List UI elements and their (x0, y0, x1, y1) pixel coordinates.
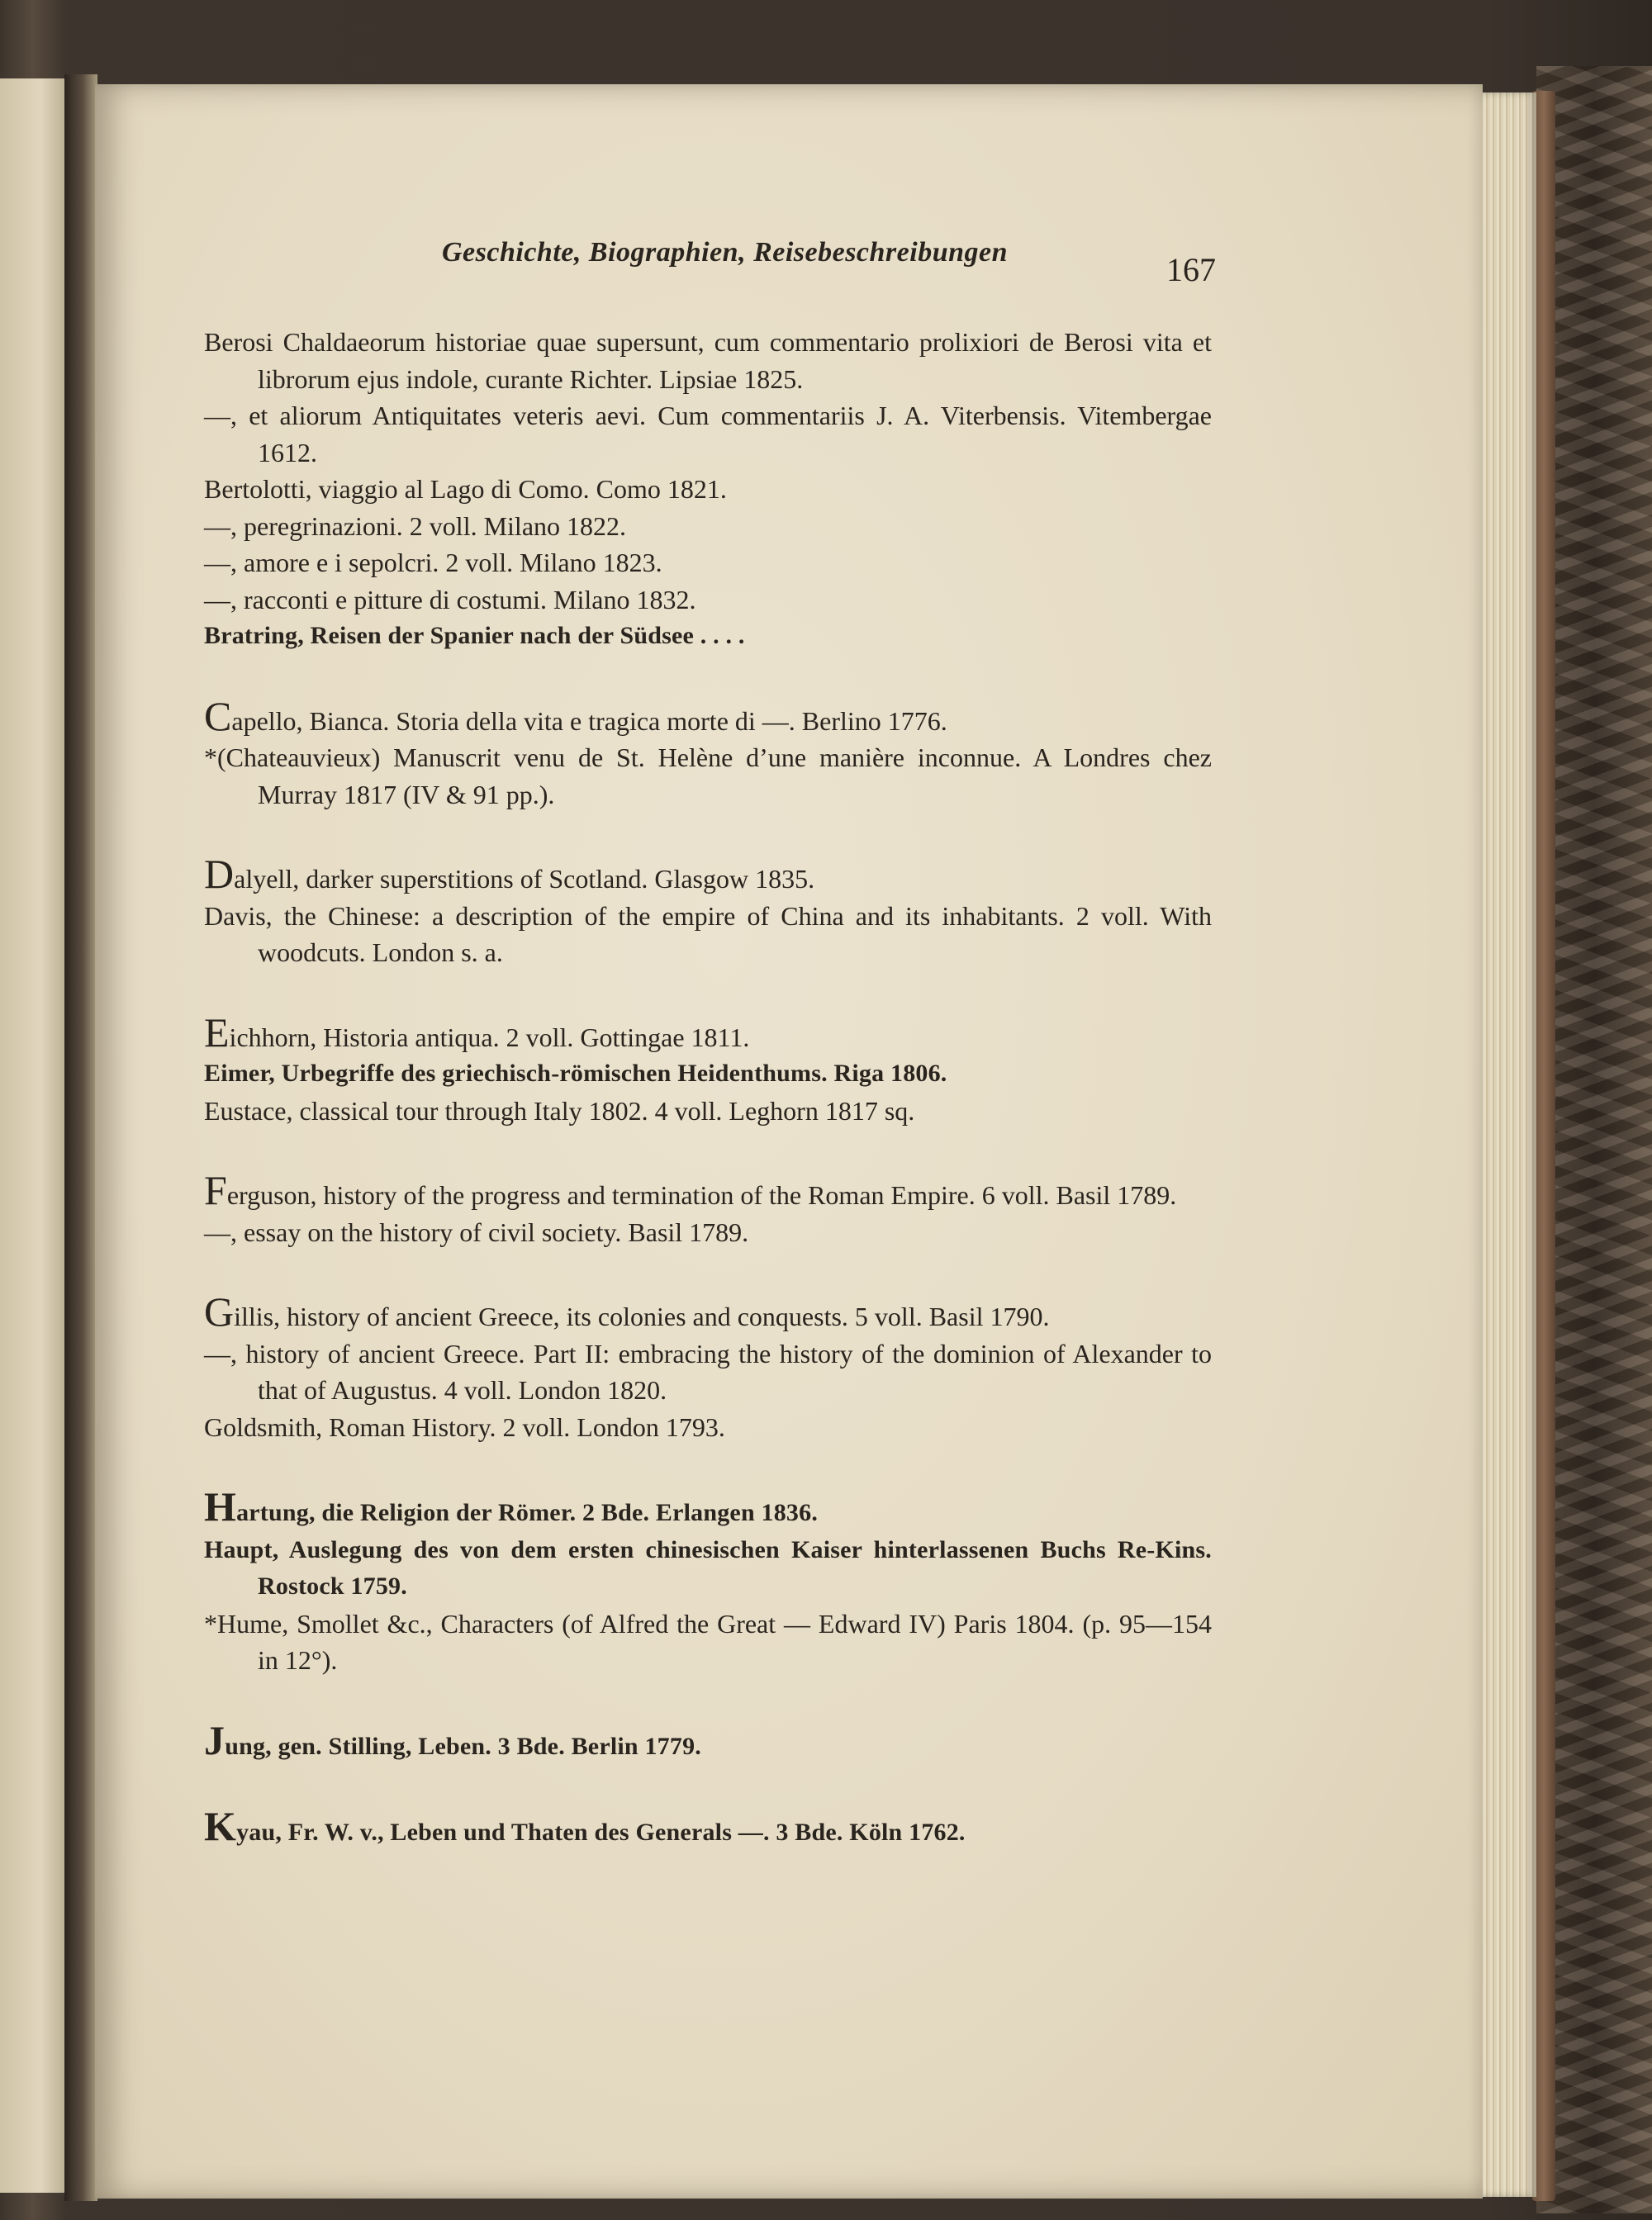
entry-text: —, amore e i sepolcri. 2 voll. Milano 1823. (204, 548, 662, 577)
bibliography-entry (204, 1167, 1212, 1214)
bibliography-entry (204, 739, 1212, 813)
section-initial: E (204, 1008, 230, 1055)
bibliography-entry (204, 1055, 1212, 1093)
bibliography-entry (204, 1214, 1212, 1251)
bibliography-entry (204, 1409, 1212, 1446)
bibliography-entry (204, 1532, 1212, 1606)
bibliography-entry (204, 1335, 1212, 1409)
bibliography-entry (204, 1483, 1212, 1532)
bibliography-entry (204, 508, 1212, 545)
entry-text: Bertolotti, viaggio al Lago di Como. Como 1821. (204, 474, 727, 504)
section-initial: F (204, 1167, 227, 1213)
entry-text: erguson, history of the progress and termination of the Roman Empire. 6 voll. Basil 1789. (226, 1180, 1177, 1210)
entry-text: artung, die Religion der Römer. 2 Bde. Erlangen 1836. (236, 1499, 819, 1526)
bibliography-entry (204, 581, 1212, 619)
section-initial: C (204, 692, 232, 739)
section-gap (204, 655, 1212, 698)
section-gap (204, 1129, 1212, 1172)
entry-text: —, history of ancient Greece. Part II: embracing the history of the dominion of Alexander to that of Augustus. 4 voll. London 1820. (204, 1338, 1212, 1405)
section-gap (204, 1445, 1212, 1488)
bibliography-entry (204, 324, 1212, 397)
bibliography-entry (204, 1008, 1212, 1056)
section-initial: H (204, 1483, 237, 1530)
section-gap (204, 1679, 1212, 1722)
section-initial: K (204, 1803, 237, 1849)
bibliography-list (204, 324, 1212, 1852)
entry-text: ichhorn, Historia antiqua. 2 voll. Gottingae 1811. (229, 1022, 750, 1052)
entry-text: *Hume, Smollet &c., Characters (of Alfred the Great — Edward IV) Paris 1804. (p. 95—154 in 12°). (204, 1608, 1212, 1675)
entry-text: Bratring, Reisen der Spanier nach der Südsee . . . . (204, 622, 745, 649)
entry-text: —, racconti e pitture di costumi. Milano 1832. (204, 584, 696, 614)
section-gap (204, 1250, 1212, 1293)
entry-text: Goldsmith, Roman History. 2 voll. London 1793. (204, 1411, 725, 1442)
bibliography-entry (204, 898, 1212, 971)
entry-text: alyell, darker superstitions of Scotland. Glasgow 1835. (234, 864, 815, 894)
bibliography-entry (204, 397, 1212, 471)
section-gap (204, 813, 1212, 856)
left-page (0, 78, 68, 2193)
bibliography-entry (204, 544, 1212, 581)
bibliography-entry (204, 1716, 1212, 1766)
entry-text: illis, history of ancient Greece, its colonies and conquests. 5 voll. Basil 1790. (234, 1302, 1050, 1331)
running-title: Geschichte, Biographien, Reisebeschreibungen (442, 237, 1009, 268)
entry-text: apello, Bianca. Storia della vita e tragica morte di —. Berlino 1776. (231, 705, 947, 736)
bibliography-entry (204, 1093, 1212, 1130)
bibliography-entry (204, 692, 1212, 740)
entry-text: —, peregrinazioni. 2 voll. Milano 1822. (204, 510, 627, 541)
page-number: 167 (1166, 251, 1216, 288)
entry-text: Haupt, Auslegung des von dem ersten chinesischen Kaiser hinterlassenen Buchs Re-Kins. Rostock 1759. (204, 1535, 1212, 1600)
section-initial: J (204, 1716, 225, 1763)
section-initial: D (204, 851, 235, 897)
entry-text: —, et aliorum Antiquitates veteris aevi. Cum commentariis J. A. Viterbensis. Vitembergae 1612. (204, 401, 1212, 467)
bibliography-entry (204, 1288, 1212, 1335)
section-initial: G (204, 1288, 235, 1335)
bibliography-entry (204, 618, 1212, 655)
section-gap (204, 1765, 1212, 1808)
entry-text: Eimer, Urbegriffe des griechisch-römischen Heidenthums. Riga 1806. (204, 1060, 947, 1087)
entry-text: —, essay on the history of civil society. Basil 1789. (204, 1217, 749, 1247)
bibliography-entry (204, 851, 1212, 898)
entry-text: Berosi Chaldaeorum historiae quae supersunt, cum commentario prolixiori de Berosi vita et librorum ejus indole, curante Richter. Lipsiae 1825. (204, 327, 1212, 394)
bibliography-entry (204, 1803, 1212, 1852)
bibliography-entry (204, 1606, 1212, 1679)
bibliography-entry (204, 471, 1212, 508)
entry-text: yau, Fr. W. v., Leben und Thaten des Generals —. 3 Bde. Köln 1762. (236, 1819, 966, 1846)
entry-text: ung, gen. Stilling, Leben. 3 Bde. Berlin 1779. (225, 1732, 701, 1760)
entry-text: Eustace, classical tour through Italy 1802. 4 voll. Leghorn 1817 sq. (204, 1095, 915, 1126)
book-gutter (64, 74, 97, 2201)
entry-text: *(Chateauvieux) Manuscrit venu de St. Helène d’une manière inconnue. A Londres chez Murray 1817 (IV & 91 pp.). (204, 742, 1212, 809)
entry-text: Davis, the Chinese: a description of the empire of China and its inhabitants. 2 voll. With woodcuts. London s. a. (204, 900, 1212, 967)
section-gap (204, 971, 1212, 1014)
